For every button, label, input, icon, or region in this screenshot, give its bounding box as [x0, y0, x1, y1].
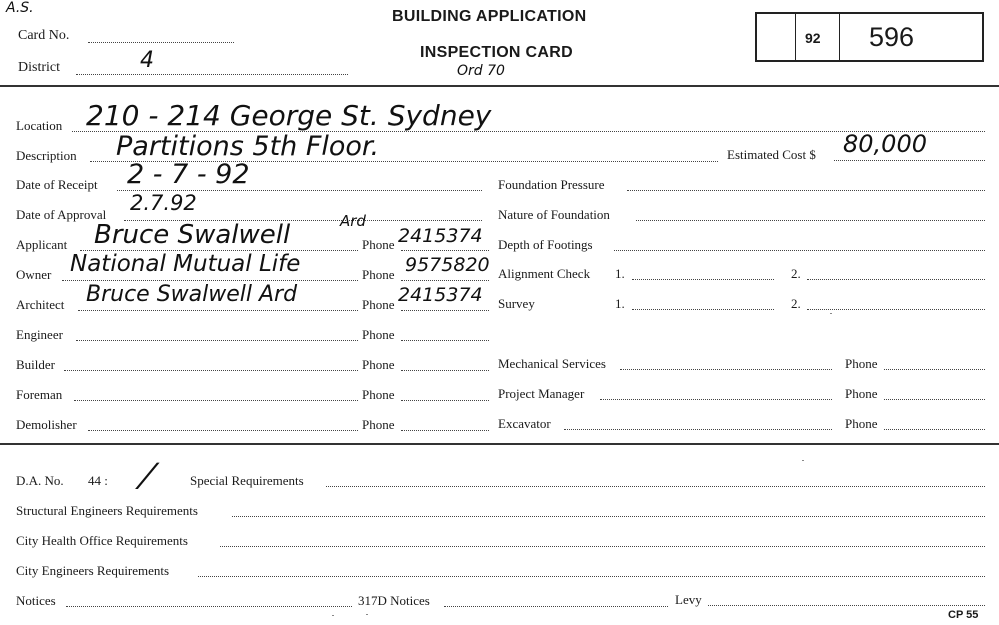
- nature-foundation-label: Nature of Foundation: [498, 207, 610, 222]
- form-code: CP 55: [948, 609, 979, 621]
- excavator-label: Excavator: [498, 416, 551, 431]
- title-building-application: BUILDING APPLICATION: [392, 8, 587, 25]
- survey-field-2[interactable]: [807, 309, 985, 310]
- project-manager-phone-field[interactable]: [884, 399, 985, 400]
- card-number: 596: [869, 22, 915, 52]
- alignment-check-item-2: 2.: [791, 266, 801, 281]
- date-receipt-value: 2 - 7 - 92: [127, 159, 250, 190]
- engineer-field[interactable]: [76, 340, 358, 341]
- location-value: 210 - 214 George St. Sydney: [86, 99, 492, 132]
- foreman-field[interactable]: [74, 400, 358, 401]
- date-approval-label: Date of Approval: [16, 207, 107, 222]
- estimated-cost-value: 80,000: [843, 130, 927, 158]
- mechanical-phone-label: Phone: [845, 356, 878, 371]
- alignment-check-item-1: 1.: [615, 266, 625, 281]
- alignment-check-field-2[interactable]: [807, 279, 985, 280]
- excavator-phone-label: Phone: [845, 416, 878, 431]
- notices-317d-label: 317D Notices: [358, 593, 430, 608]
- special-requirements-field[interactable]: [326, 486, 985, 487]
- scan-speck: [830, 313, 832, 314]
- depth-footings-label: Depth of Footings: [498, 237, 593, 252]
- district-label: District: [18, 60, 60, 75]
- structural-requirements-field[interactable]: [232, 516, 985, 517]
- structural-requirements-label: Structural Engineers Requirements: [16, 503, 198, 518]
- city-engineers-requirements-field[interactable]: [198, 576, 985, 577]
- notices-label: Notices: [16, 593, 56, 608]
- foreman-phone-field[interactable]: [401, 400, 489, 401]
- builder-phone-label: Phone: [362, 357, 395, 372]
- excavator-field[interactable]: [564, 429, 832, 430]
- architect-phone-field[interactable]: [401, 310, 489, 311]
- owner-phone-value: 9575820: [405, 254, 490, 276]
- da-no-mark: /: [135, 456, 159, 494]
- health-requirements-field[interactable]: [220, 546, 985, 547]
- da-no-label: D.A. No.: [16, 473, 64, 488]
- title-inspection-card: INSPECTION CARD: [420, 44, 573, 61]
- foundation-pressure-label: Foundation Pressure: [498, 177, 605, 192]
- builder-field[interactable]: [64, 370, 358, 371]
- scan-speck: [332, 615, 334, 616]
- demolisher-phone-field[interactable]: [401, 430, 489, 431]
- notices-field[interactable]: [66, 606, 352, 607]
- owner-phone-label: Phone: [362, 267, 395, 282]
- architect-value: Bruce Swalwell Ard: [86, 282, 298, 307]
- scan-speck: [366, 614, 368, 615]
- district-field[interactable]: [76, 74, 348, 75]
- special-requirements-label: Special Requirements: [190, 473, 304, 488]
- scan-speck: [802, 460, 804, 461]
- demolisher-field[interactable]: [88, 430, 358, 431]
- health-requirements-label: City Health Office Requirements: [16, 533, 188, 548]
- survey-item-1: 1.: [615, 296, 625, 311]
- levy-field[interactable]: [708, 605, 985, 606]
- applicant-suffix: Ard: [340, 212, 366, 230]
- applicant-value: Bruce Swalwell: [94, 220, 291, 250]
- mechanical-services-label: Mechanical Services: [498, 356, 606, 371]
- owner-phone-field[interactable]: [401, 280, 489, 281]
- engineer-phone-field[interactable]: [401, 340, 489, 341]
- survey-field-1[interactable]: [632, 309, 774, 310]
- nature-foundation-field[interactable]: [636, 220, 985, 221]
- owner-label: Owner: [16, 267, 52, 282]
- foundation-pressure-field[interactable]: [627, 190, 985, 191]
- card-year: 92: [805, 30, 821, 46]
- depth-footings-field[interactable]: [614, 250, 985, 251]
- requirements-divider: [0, 443, 999, 445]
- architect-phone-label: Phone: [362, 297, 395, 312]
- builder-label: Builder: [16, 357, 55, 372]
- estimated-cost-field[interactable]: [834, 160, 985, 161]
- levy-label: Levy: [675, 592, 702, 607]
- da-no-value: 44 :: [88, 473, 108, 488]
- excavator-phone-field[interactable]: [884, 429, 985, 430]
- initials-annotation: A.S.: [6, 0, 34, 16]
- notices-317d-field[interactable]: [444, 606, 668, 607]
- applicant-label: Applicant: [16, 237, 68, 252]
- owner-field[interactable]: [62, 280, 358, 281]
- card-number-box: [755, 12, 984, 62]
- demolisher-phone-label: Phone: [362, 417, 395, 432]
- description-label: Description: [16, 148, 77, 163]
- project-manager-label: Project Manager: [498, 386, 585, 401]
- header-divider: [0, 85, 999, 87]
- card-no-label: Card No.: [18, 28, 70, 43]
- engineer-label: Engineer: [16, 327, 63, 342]
- architect-phone-value: 2415374: [398, 284, 483, 306]
- district-value: 4: [140, 48, 154, 73]
- date-receipt-label: Date of Receipt: [16, 177, 98, 192]
- architect-field[interactable]: [78, 310, 358, 311]
- survey-label: Survey: [498, 296, 535, 311]
- card-box-divider-2: [839, 14, 840, 60]
- alignment-check-field-1[interactable]: [632, 279, 774, 280]
- location-label: Location: [16, 118, 63, 133]
- foreman-label: Foreman: [16, 387, 63, 402]
- applicant-phone-label: Phone: [362, 237, 395, 252]
- title-annotation: Ord 70: [457, 63, 505, 79]
- card-box-divider-1: [795, 14, 796, 60]
- card-no-field[interactable]: [88, 42, 234, 43]
- project-manager-phone-label: Phone: [845, 386, 878, 401]
- foreman-phone-label: Phone: [362, 387, 395, 402]
- applicant-phone-value: 2415374: [398, 225, 483, 247]
- alignment-check-label: Alignment Check: [498, 266, 591, 281]
- survey-item-2: 2.: [791, 296, 801, 311]
- project-manager-field[interactable]: [600, 399, 832, 400]
- builder-phone-field[interactable]: [401, 370, 489, 371]
- architect-label: Architect: [16, 297, 65, 312]
- mechanical-services-field[interactable]: [620, 369, 832, 370]
- estimated-cost-label: Estimated Cost $: [727, 147, 816, 162]
- owner-value: National Mutual Life: [70, 251, 301, 277]
- date-approval-value: 2.7.92: [130, 191, 197, 215]
- description-value: Partitions 5th Floor.: [116, 131, 380, 162]
- mechanical-phone-field[interactable]: [884, 369, 985, 370]
- engineer-phone-label: Phone: [362, 327, 395, 342]
- applicant-phone-field[interactable]: [401, 250, 489, 251]
- city-engineers-requirements-label: City Engineers Requirements: [16, 563, 170, 578]
- demolisher-label: Demolisher: [16, 417, 77, 432]
